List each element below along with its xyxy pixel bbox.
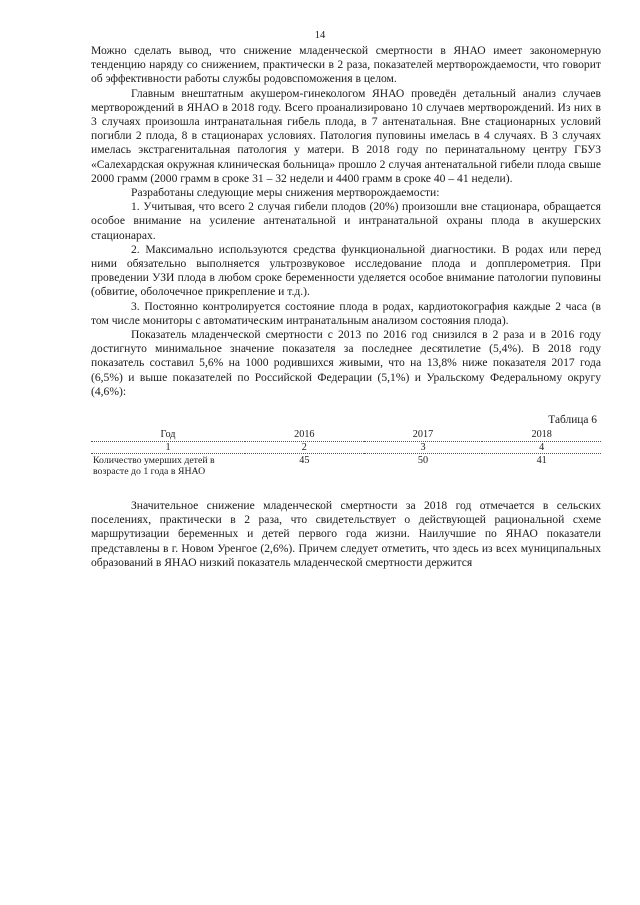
table-index-cell: 4 <box>482 441 601 454</box>
paragraph-measure-1: 1. Учитывая, что всего 2 случая гибели плодов (20%) произошли вне стационара, обращается особое внимание на усиление антенатальной и интранатальной охраны плода в акушерских стационарах. <box>91 200 601 242</box>
table-index-cell: 1 <box>91 441 245 454</box>
table-cell-value: 50 <box>417 455 429 467</box>
table-caption: Таблица 6 <box>548 414 597 427</box>
table-row <box>91 454 601 478</box>
table-cell-value: 45 <box>299 455 310 467</box>
table-index-cell: 3 <box>364 441 483 454</box>
infant-mortality-table <box>91 427 601 477</box>
table-header-year: 2017 <box>364 427 483 441</box>
page-number: 14 <box>314 30 326 41</box>
table-header-year: 2016 <box>245 427 364 441</box>
table-cell-value: 41 <box>536 455 547 467</box>
paragraph-stillbirth-analysis: Главным внештатным акушером-гинекологом ЯНАО проведён детальный анализ случаев мертворождений в ЯНАО в 2018 году. Всего проанализировано 10 случаев мертворождений. Из них в 3 случаях произошла интранатальная гибель плода, в 7 антенатальная. Вне стационарных условий погибли 2 плода, 8 в стационарах условиях. Патология пуповины имелась в 4 случаях. В 3 случаях имелась экстрагенитальная патология у матери. В 2018 году по перинатальному центру ГБУЗ «Салехардская окружная клиническая больница» прошло 2 случая антенатальной гибели плода свыше 2000 грамм (2000 грамм в сроке 31 – 32 недели и 4400 грамм в сроке 40 – 41 недели). <box>91 86 601 185</box>
paragraph-measure-3: 3. Постоянно контролируется состояние плода в родах, кардиотокография каждые 2 часа (в том числе мониторы с автоматическим интранатальным анализом состояния плода). <box>91 299 601 327</box>
paragraph-conclusion: Можно сделать вывод, что снижение младенческой смертности в ЯНАО имеет закономерную тенденцию наряду со снижением, практически в 2 раза, показателей мертворождаемости, что говорит об эффективности работы службы родовспоможения в целом. <box>91 44 601 86</box>
table-header-year: 2018 <box>482 427 601 441</box>
paragraph-mortality-indicator: Показатель младенческой смертности с 2013 по 2016 год снизился в 2 раза и в 2016 году достигнуто минимальное значение показателя за последнее десятилетие (5,4%). В 2018 году показатель составил 5,6% на 1000 родившихся живыми, что на 13,8% ниже показателя 2017 года (6,5%) и выше показателей по Российской Федерации (5,1%) и Уральскому Федеральному округу (4,6%): <box>91 328 601 398</box>
paragraph-rural-decline: Значительное снижение младенческой смертности за 2018 год отмечается в сельских поселениях, практически в 2 раза, что свидетельствует о действующей рациональной схеме маршрутизации беременных и детей первого года жизни. Наилучшие по ЯНАО показатели представлены в г. Новом Уренгое (2,6%). Причем следует отметить, что здесь из всех муниципальных образований в ЯНАО низкий показатель младенческой смертности держится <box>91 499 601 569</box>
table-header-label: Год <box>91 427 245 441</box>
table-row-label: Количество умерших детей в возрасте до 1 года в ЯНАО <box>93 455 215 478</box>
paragraph-measure-2: 2. Максимально используются средства функциональной диагностики. В родах или перед ними обязательно выполняется ультрозвуковое исследование плода и допплерометрия. При проведении УЗИ плода в любом сроке беременности уделяется особое внимание патологии пуповины (обвитие, оболочечное прикрепление и т.д.). <box>91 242 601 299</box>
table-index-cell: 2 <box>245 441 364 454</box>
paragraph-measures-intro: Разработаны следующие меры снижения мертворождаемости: <box>131 186 440 200</box>
table-index-row <box>91 441 601 454</box>
table-header-row <box>91 427 601 441</box>
document-body <box>91 44 601 570</box>
